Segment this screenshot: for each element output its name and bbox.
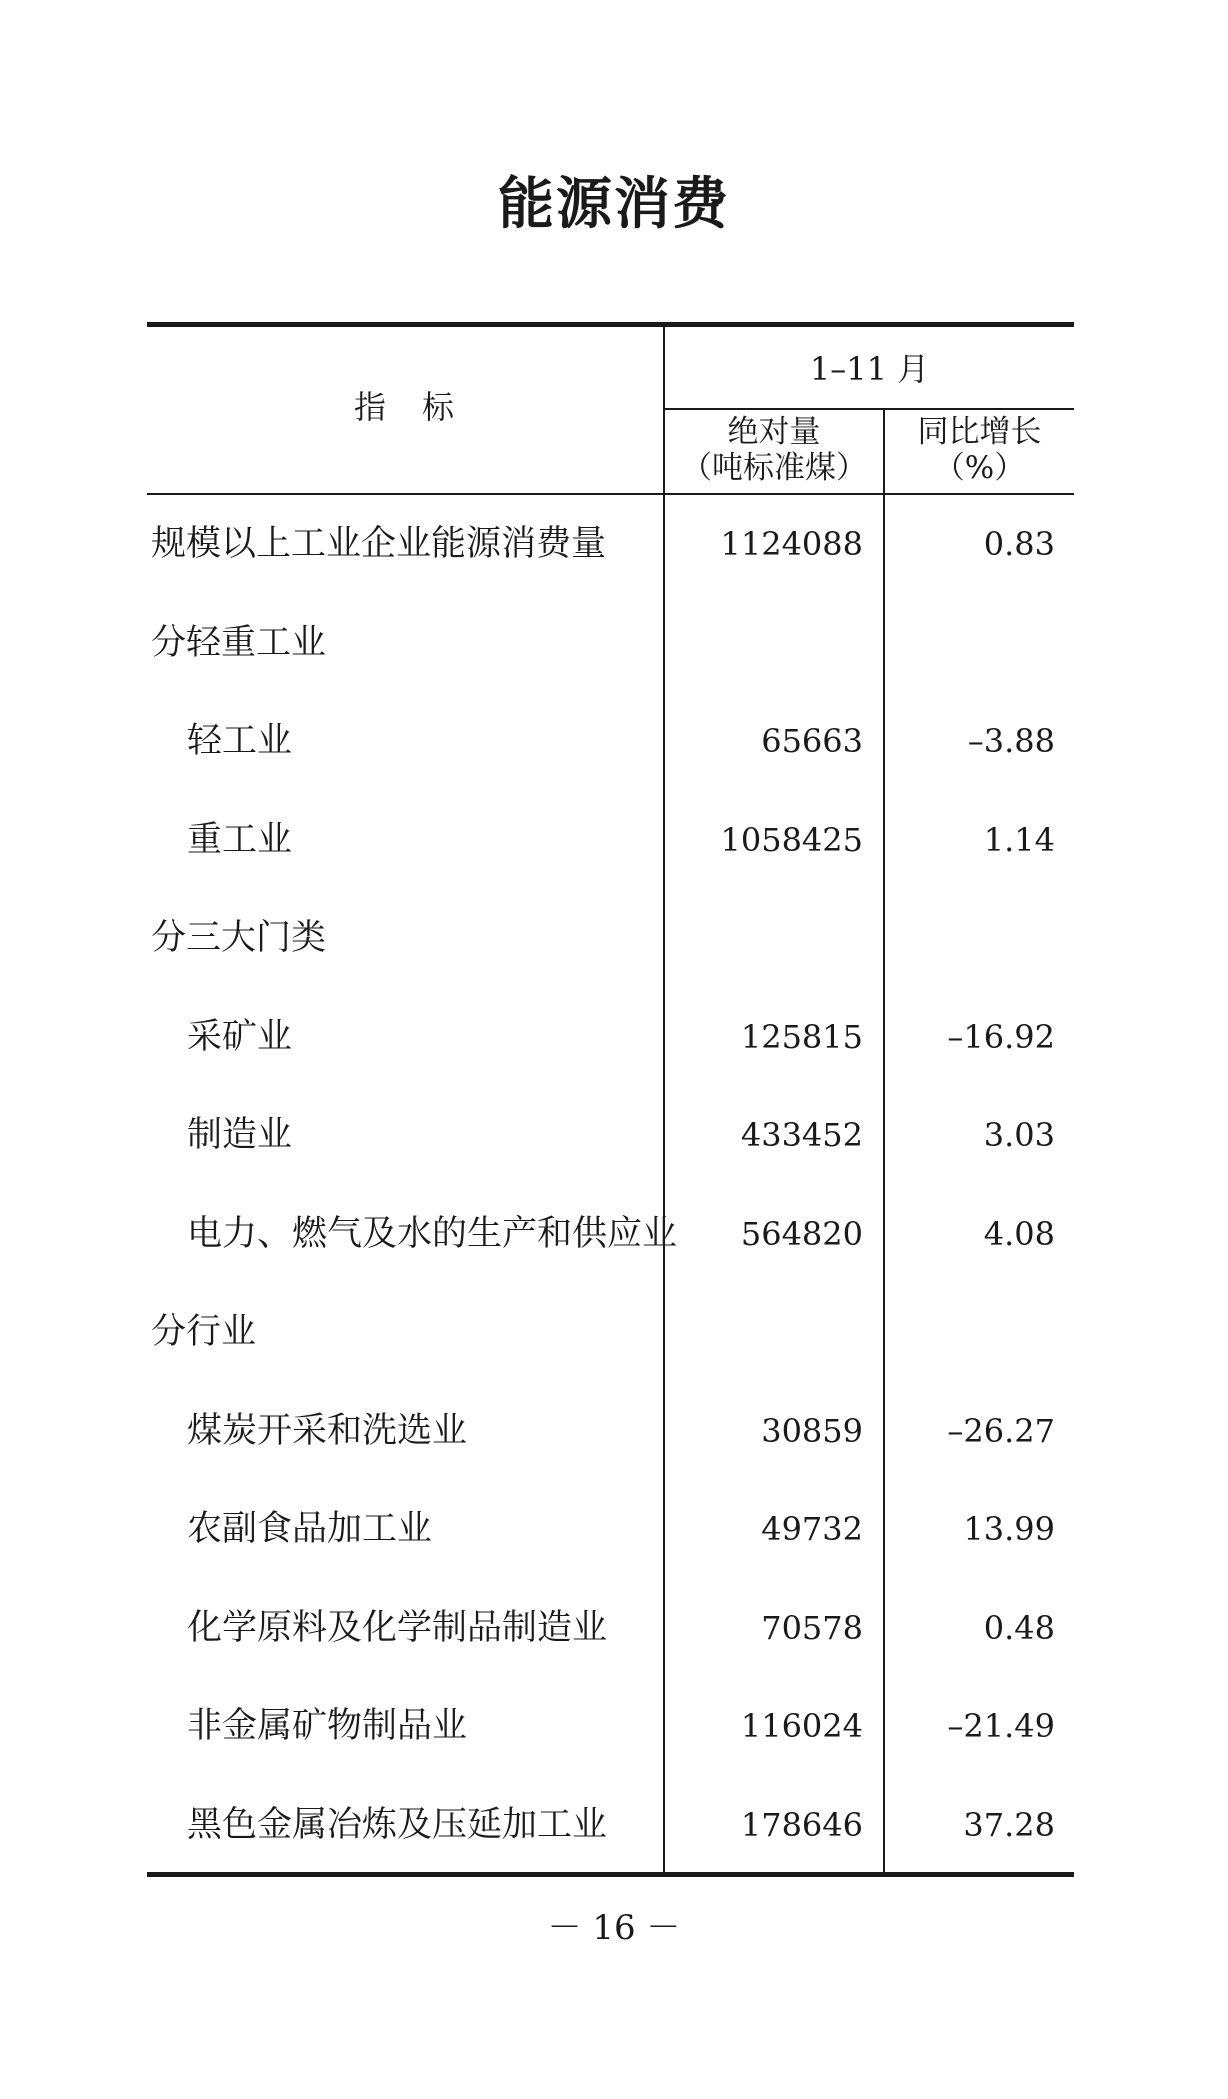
row-yoy: –3.88 bbox=[967, 722, 1055, 760]
row-yoy: –16.92 bbox=[947, 1017, 1055, 1056]
row-absolute: 116024 bbox=[740, 1707, 863, 1745]
row-label: 化学原料及化学制品制造业 bbox=[187, 1607, 608, 1648]
row-label: 分三大门类 bbox=[151, 918, 327, 958]
table-row bbox=[147, 988, 1074, 1087]
row-absolute: 1058425 bbox=[720, 820, 863, 859]
row-absolute: 1124088 bbox=[720, 525, 863, 563]
table-body bbox=[147, 495, 1074, 1874]
row-yoy: 3.03 bbox=[983, 1116, 1055, 1154]
table-row bbox=[147, 1185, 1074, 1284]
row-yoy: 0.48 bbox=[983, 1608, 1055, 1647]
header-absolute-title: 绝对量 bbox=[727, 414, 821, 450]
row-yoy: –26.27 bbox=[947, 1411, 1055, 1450]
header-yoy bbox=[885, 414, 1074, 486]
page-number: － 16 － bbox=[547, 1908, 681, 1948]
table-row bbox=[147, 594, 1074, 693]
row-label: 制造业 bbox=[187, 1115, 293, 1155]
row-label: 农副食品加工业 bbox=[187, 1509, 433, 1549]
row-label: 采矿业 bbox=[187, 1016, 293, 1057]
row-absolute: 564820 bbox=[740, 1214, 863, 1253]
row-absolute: 433452 bbox=[740, 1116, 863, 1154]
row-absolute: 70578 bbox=[761, 1608, 863, 1647]
header-period: 1–11 月 bbox=[809, 350, 930, 388]
table-bottom-rule bbox=[147, 1872, 1074, 1877]
row-label: 分行业 bbox=[151, 1312, 257, 1352]
row-label: 电力、燃气及水的生产和供应业 bbox=[187, 1213, 678, 1254]
row-absolute: 30859 bbox=[761, 1411, 863, 1450]
header-indicator: 指 标 bbox=[353, 388, 456, 426]
table-row bbox=[147, 495, 1074, 594]
row-yoy: 1.14 bbox=[983, 820, 1055, 859]
table-top-rule bbox=[147, 322, 1074, 327]
row-yoy: –21.49 bbox=[947, 1707, 1055, 1745]
table-row bbox=[147, 791, 1074, 890]
table-row bbox=[147, 889, 1074, 988]
row-label: 重工业 bbox=[187, 819, 293, 860]
row-yoy bbox=[885, 594, 1055, 693]
table-row bbox=[147, 1579, 1074, 1678]
row-absolute bbox=[665, 889, 863, 988]
row-label: 非金属矿物制品业 bbox=[187, 1706, 468, 1746]
table-row bbox=[147, 1480, 1074, 1579]
page-title: 能源消费 bbox=[498, 172, 730, 237]
row-absolute bbox=[665, 594, 863, 693]
header-sub-rule bbox=[663, 408, 1074, 410]
row-yoy bbox=[885, 1283, 1055, 1382]
row-absolute: 178646 bbox=[740, 1805, 863, 1844]
row-yoy bbox=[885, 889, 1055, 988]
header-yoy-unit: （%） bbox=[933, 450, 1026, 486]
table-row bbox=[147, 1382, 1074, 1481]
row-label: 规模以上工业企业能源消费量 bbox=[151, 524, 607, 564]
header-absolute-unit: （吨标准煤） bbox=[681, 450, 867, 486]
table-row bbox=[147, 1677, 1074, 1776]
table-row bbox=[147, 1283, 1074, 1382]
header-absolute bbox=[665, 414, 883, 486]
row-label: 分轻重工业 bbox=[151, 622, 327, 663]
row-label: 黑色金属冶炼及压延加工业 bbox=[187, 1804, 608, 1845]
row-absolute: 125815 bbox=[740, 1017, 863, 1056]
table-row bbox=[147, 692, 1074, 791]
row-absolute bbox=[665, 1283, 863, 1382]
row-yoy: 0.83 bbox=[983, 525, 1055, 563]
table-row bbox=[147, 1086, 1074, 1185]
header-yoy-title: 同比增长 bbox=[917, 414, 1042, 450]
row-absolute: 49732 bbox=[761, 1510, 863, 1548]
row-yoy: 37.28 bbox=[963, 1805, 1055, 1844]
row-yoy: 4.08 bbox=[983, 1214, 1055, 1253]
row-absolute: 65663 bbox=[761, 722, 863, 760]
row-label: 轻工业 bbox=[187, 721, 293, 761]
row-yoy: 13.99 bbox=[963, 1510, 1055, 1548]
table-row bbox=[147, 1776, 1074, 1875]
row-label: 煤炭开采和洗选业 bbox=[187, 1410, 468, 1451]
